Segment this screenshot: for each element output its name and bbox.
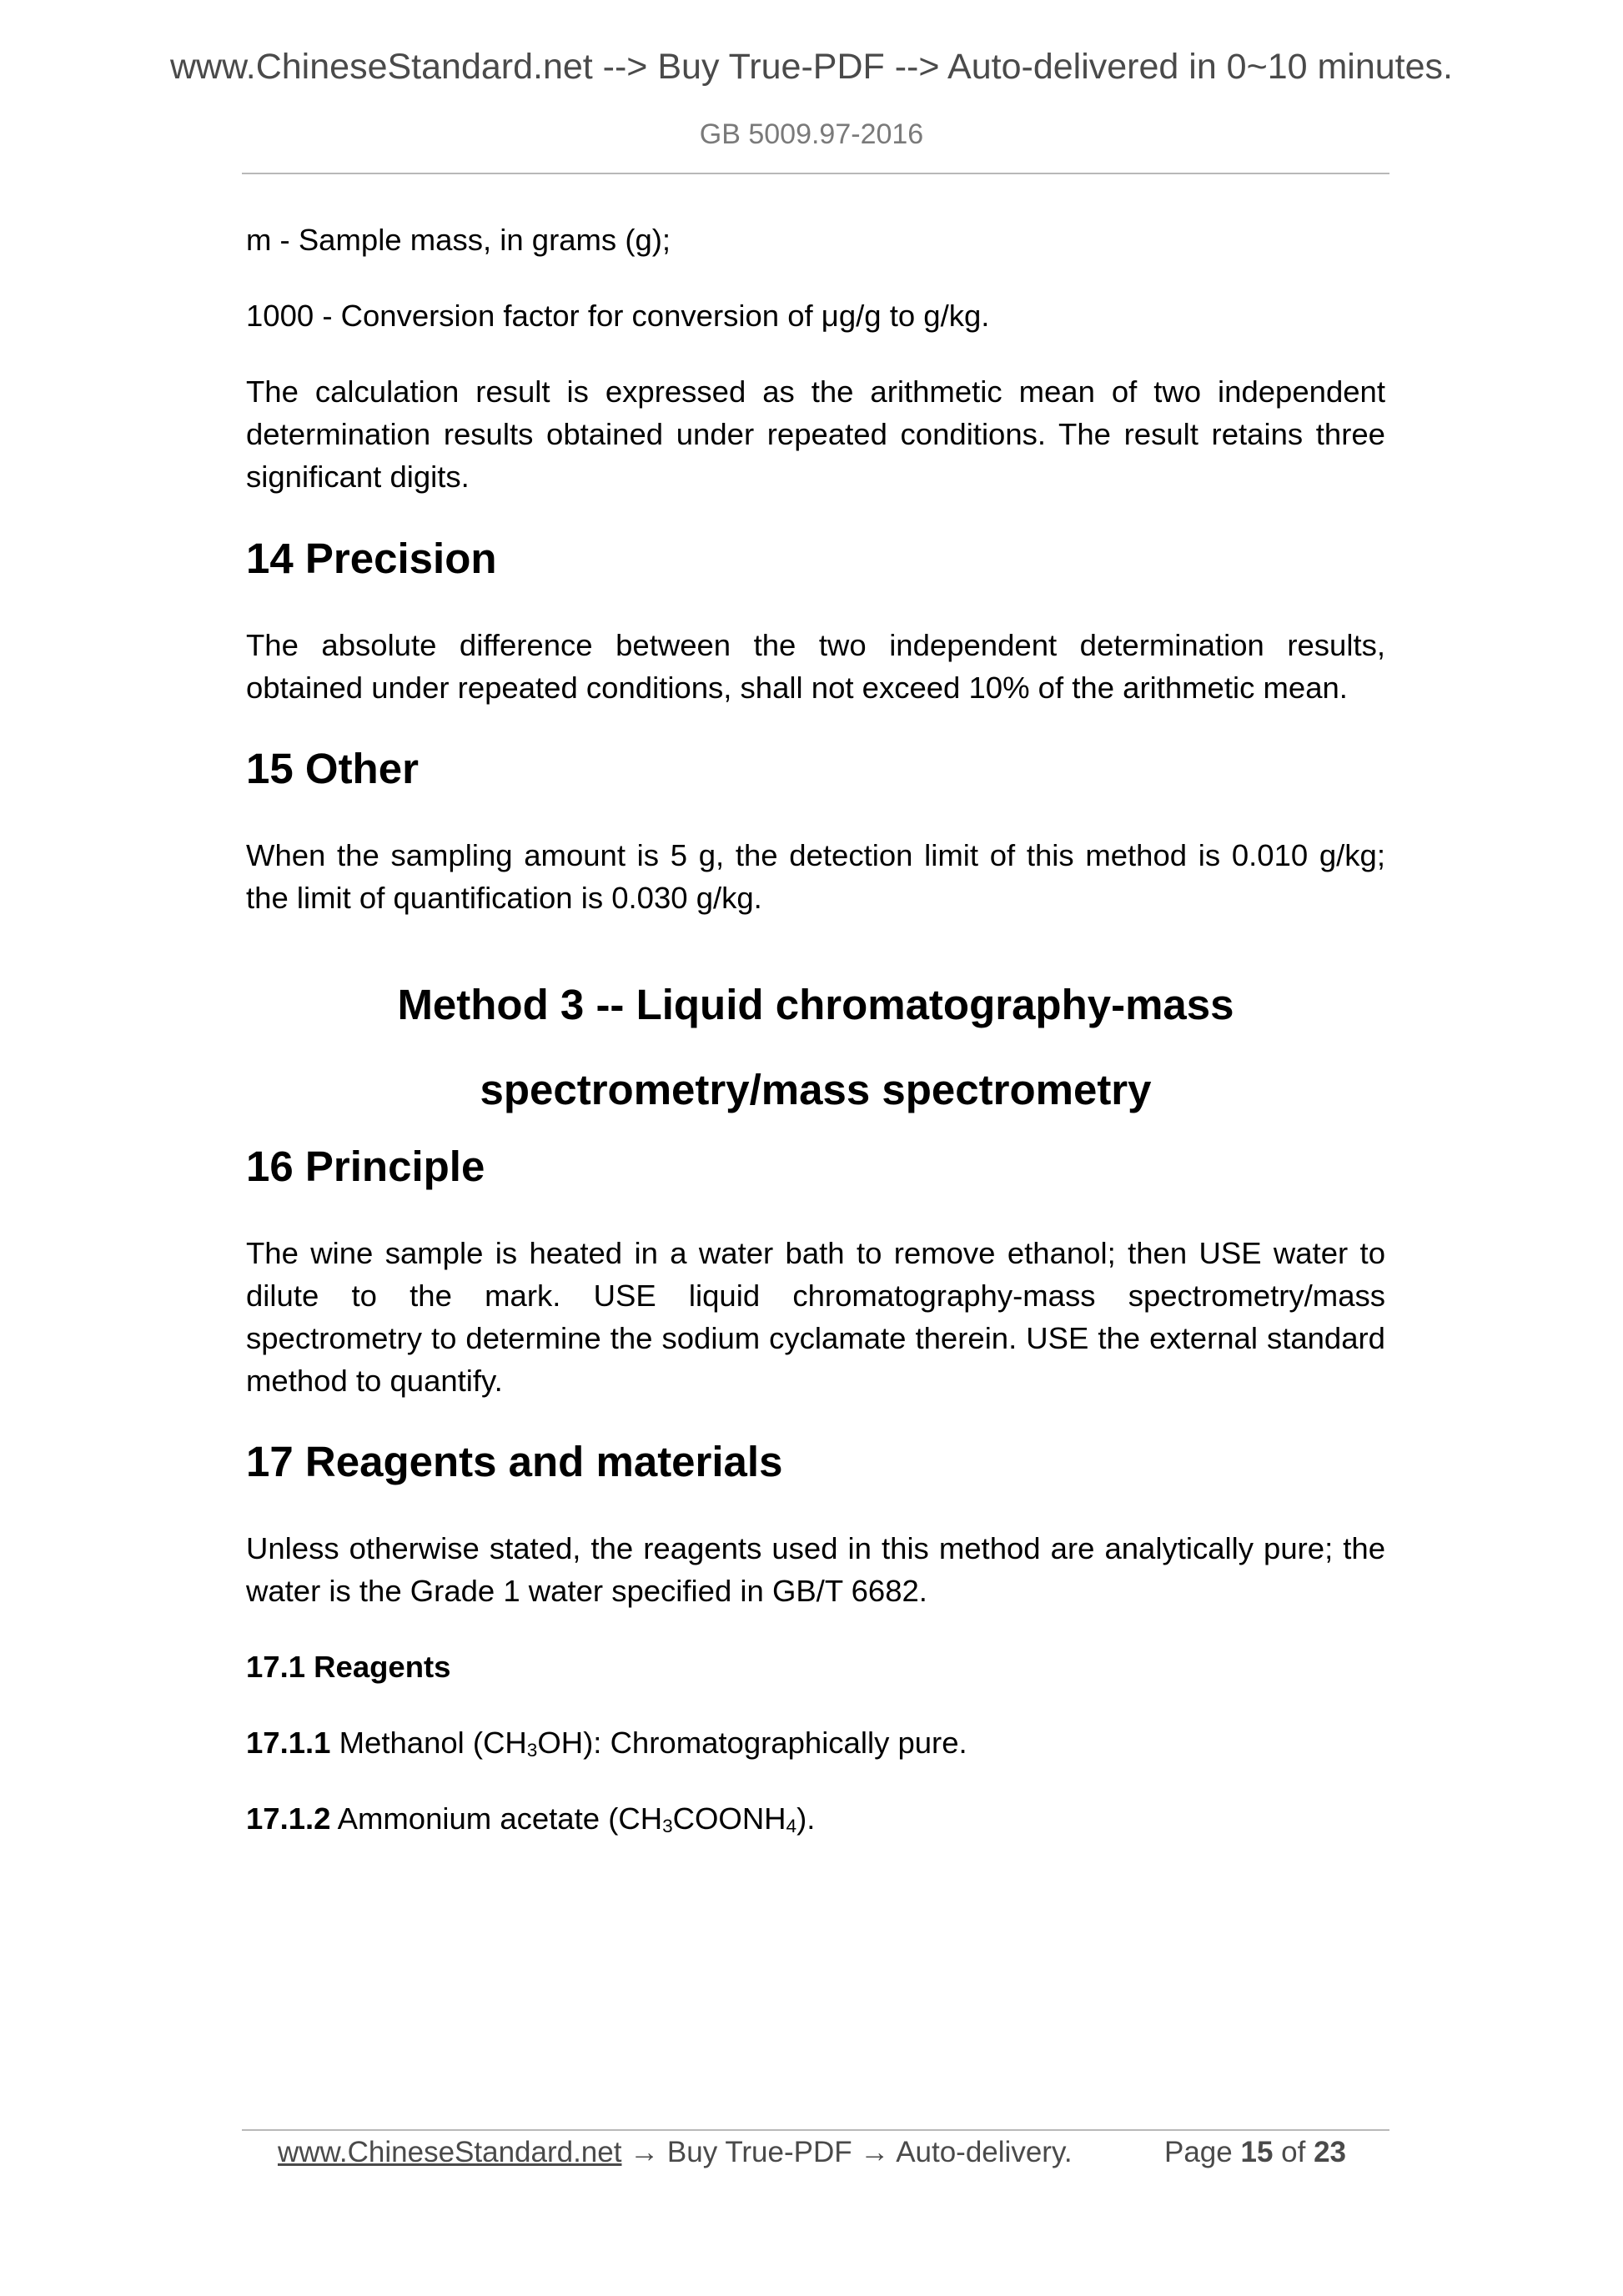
footer-promo bbox=[278, 2136, 1073, 2169]
section-16-heading: 16 Principle bbox=[246, 1143, 485, 1190]
method-title-line-1: Method 3 -- Liquid chromatography-mass bbox=[397, 981, 1234, 1028]
method-title-line-2: spectrometry/mass spectrometry bbox=[480, 1066, 1152, 1113]
page-footer bbox=[0, 2129, 1623, 2179]
principle-paragraph: The wine sample is heated in a water bath to remove ethanol; then USE water to dilute to the mark. USE liquid chromatography-mass spectrometry/mass spectrometry to determine the sodium cyclamate therein. USE the external standard method to quantify. bbox=[246, 1236, 1385, 1398]
other-paragraph: When the sampling amount is 5 g, the detection limit of this method is 0.010 g/kg; the limit of quantification is 0.030 g/kg. bbox=[246, 838, 1385, 915]
precision-paragraph: The absolute difference between the two independent determination results, obtained under repeated conditions, shall not exceed 10% of the arithmetic mean. bbox=[246, 628, 1385, 705]
item-17-1-1-number: 17.1.1 bbox=[246, 1726, 331, 1760]
sample-mass-definition: m - Sample mass, in grams (g); bbox=[246, 223, 671, 257]
item-17-1-2-number: 17.1.2 bbox=[246, 1801, 331, 1836]
footer-site-link[interactable]: www.ChineseStandard.net bbox=[278, 2136, 622, 2168]
document-body bbox=[246, 219, 1385, 1840]
page-indicator: Page 15 of 23 bbox=[1164, 2136, 1347, 2168]
method-3-title bbox=[246, 962, 1385, 1133]
standard-code: GB 5009.97-2016 bbox=[699, 118, 924, 150]
footer-delivery-text: Auto-delivery. bbox=[896, 2136, 1073, 2168]
current-page-number: 15 bbox=[1240, 2136, 1274, 2168]
section-17-1-heading: 17.1 Reagents bbox=[246, 1650, 451, 1684]
footer-buy-text: Buy True-PDF bbox=[666, 2136, 852, 2168]
conversion-factor-definition: 1000 - Conversion factor for conversion of μg/g to g/kg. bbox=[246, 299, 990, 333]
site-banner: www.ChineseStandard.net --> Buy True-PDF --> Auto-delivered in 0~10 minutes. bbox=[169, 47, 1453, 87]
item-17-1-1: 17.1.1 Methanol $(CH_3OH)$: Chromatographically pure. bbox=[246, 1726, 967, 1761]
section-15-heading: 15 Other bbox=[246, 745, 419, 792]
footer-arrow-1: → bbox=[621, 2136, 667, 2168]
calculation-result-paragraph: The calculation result is expressed as the arithmetic mean of two independent determination results obtained under repeated conditions. The result retains three significant digits. bbox=[246, 374, 1385, 494]
header-divider bbox=[242, 173, 1389, 174]
footer-arrow-2: → bbox=[852, 2136, 897, 2168]
item-17-1-2: 17.1.2 Ammonium acetate $(CH_3COONH_4)$. bbox=[246, 1801, 816, 1837]
section-17-heading: 17 Reagents and materials bbox=[246, 1438, 783, 1485]
reagents-intro-paragraph: Unless otherwise stated, the reagents used in this method are analytically pure; the water is the Grade 1 water specified in GB/T 6682. bbox=[246, 1531, 1385, 1608]
section-14-heading: 14 Precision bbox=[246, 535, 497, 582]
total-page-number: 23 bbox=[1314, 2136, 1347, 2168]
